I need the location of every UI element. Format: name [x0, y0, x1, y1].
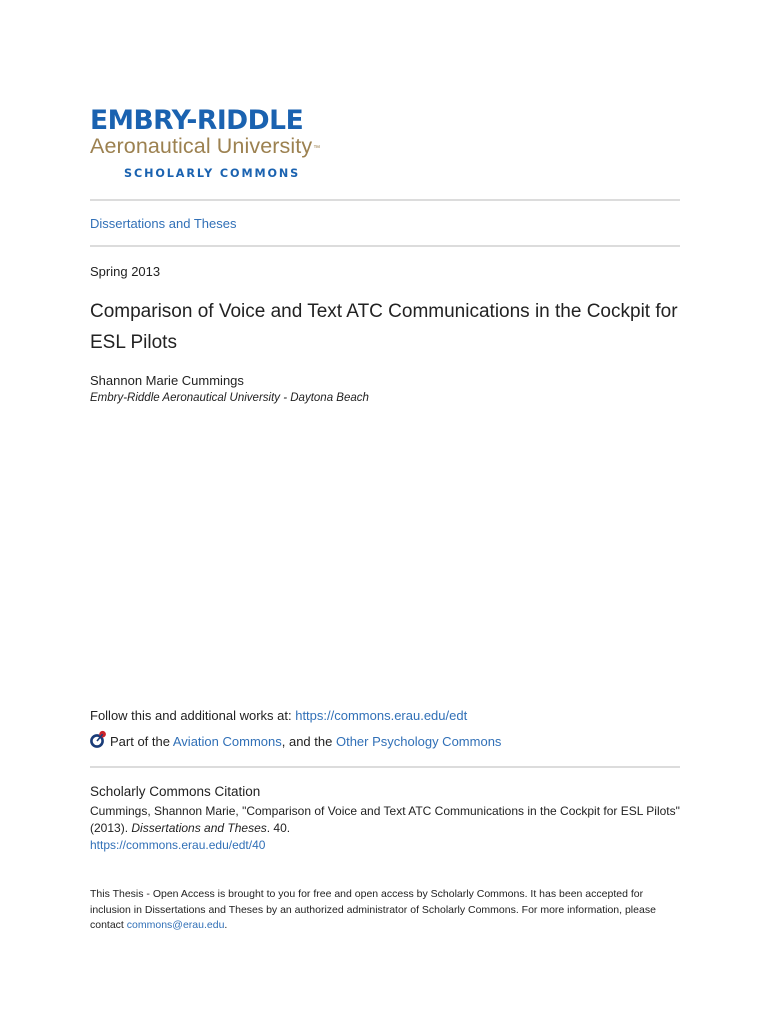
follow-url-link[interactable]: https://commons.erau.edu/edt: [295, 708, 468, 723]
divider-collection: [90, 245, 680, 247]
logo-trademark: ™: [313, 145, 321, 152]
collection-link[interactable]: Dissertations and Theses: [90, 216, 237, 231]
divider-top: [90, 199, 680, 201]
access-note: [90, 887, 680, 934]
author-affiliation: Embry-Riddle Aeronautical University - Daytona Beach: [90, 392, 369, 404]
citation-text: Cummings, Shannon Marie, "Comparison of Voice and Text ATC Communications in the Cockpit for ESL Pilots" (2013).: [90, 804, 680, 835]
logo-scholarly-commons: SCHOLARLY COMMONS: [124, 167, 301, 180]
publication-date: Spring 2013: [90, 264, 161, 279]
contact-email-link[interactable]: commons@erau.edu: [126, 919, 225, 931]
citation-number: . 40.: [266, 821, 291, 835]
part-of-line: [110, 734, 501, 750]
access-note-end: .: [224, 919, 228, 931]
part-of-middle: , and the: [281, 734, 336, 749]
divider-citation: [90, 766, 680, 768]
part-of-prefix: Part of the: [110, 734, 173, 749]
citation-block: [90, 803, 680, 854]
other-psychology-commons-link[interactable]: Other Psychology Commons: [335, 734, 502, 749]
follow-label: Follow this and additional works at:: [90, 708, 296, 723]
follow-line: [90, 708, 467, 724]
author-name: Shannon Marie Cummings: [90, 373, 244, 388]
logo-aeronautical-university: [90, 136, 320, 158]
network-icon: [90, 730, 108, 748]
aviation-commons-link[interactable]: Aviation Commons: [172, 734, 282, 749]
document-title: Comparison of Voice and Text ATC Communications in the Cockpit for ESL Pilots: [90, 301, 678, 353]
logo-embry-riddle: EMBRY-RIDDLE: [90, 105, 304, 136]
logo-university-text: Aeronautical University: [90, 134, 313, 158]
citation-url-link[interactable]: https://commons.erau.edu/edt/40: [90, 838, 266, 852]
citation-heading: Scholarly Commons Citation: [90, 784, 261, 799]
citation-series: Dissertations and Theses: [131, 821, 267, 835]
access-note-text: This Thesis - Open Access is brought to you for free and open access by Scholarly Commons. It has been accepted for inclusion in Dissertations and Theses by an authorized administrator of Scholarly Commons. For more information, please contact: [90, 888, 656, 931]
